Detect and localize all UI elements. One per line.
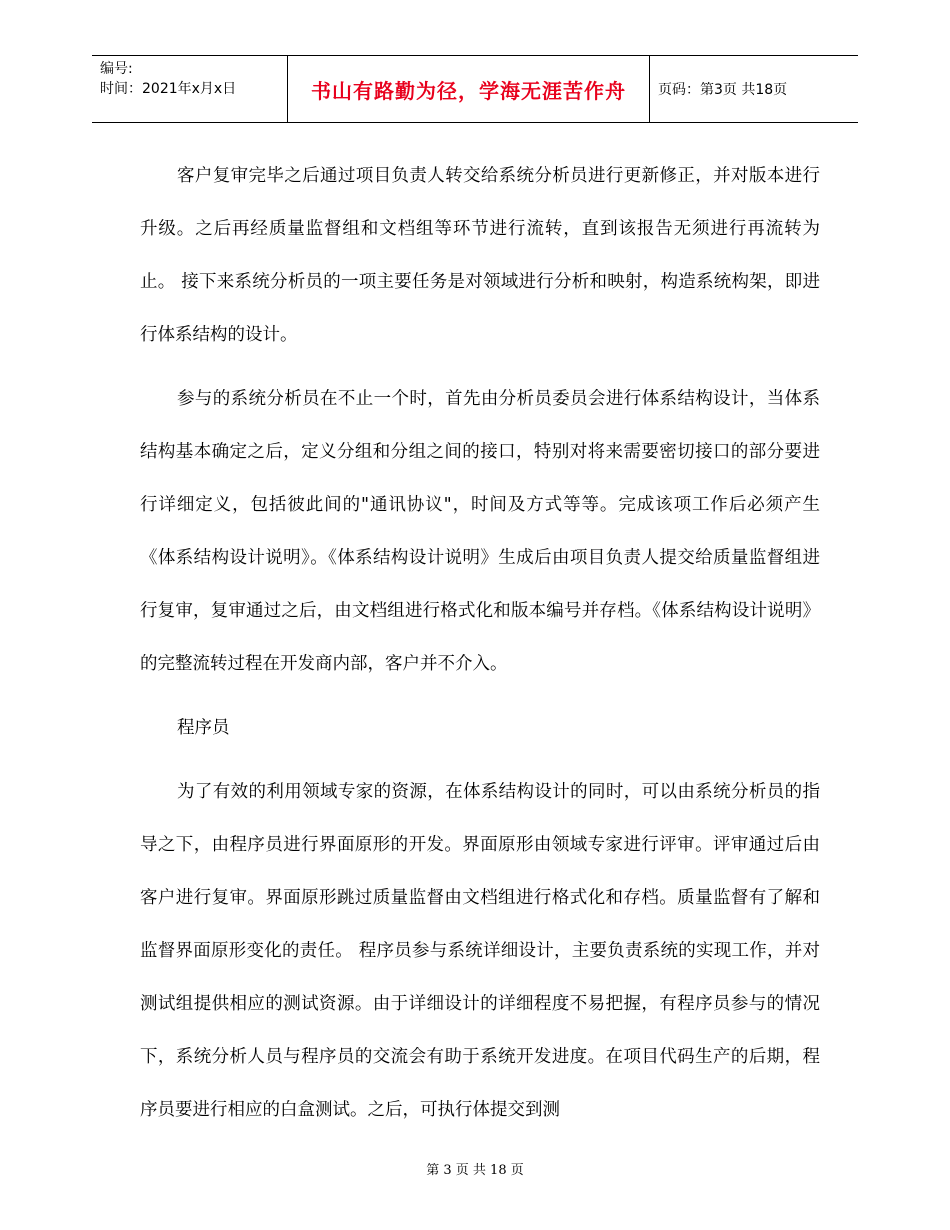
- document-body: [140, 150, 820, 1148]
- page-footer: 第 3 页 共 18 页: [426, 1163, 524, 1178]
- paragraph-review-process: 客户复审完毕之后通过项目负责人转交给系统分析员进行更新修正，并对版本进行升级。之后再经质量监督组和文档组等环节进行流转，直到该报告无须进行再流转为止。 接下来系统分析员的一项主要任务是对领域进行分析和映射，构造系统构架，即进行体系结构的设计。: [140, 166, 820, 345]
- section-heading-programmer: 程序员: [177, 718, 230, 738]
- header-page-info: 页码：第3页 共18页: [658, 82, 788, 98]
- paragraph-architecture-design: 参与的系统分析员在不止一个时，首先由分析员委员会进行体系结构设计，当体系结构基本确定之后，定义分组和分组之间的接口，特别对将来需要密切接口的部分要进行详细定义，包括彼此间的"通讯协议"，时间及方式等等。完成该项工作后必须产生《体系结构设计说明》。《体系结构设计说明》生成后由项目负责人提交给质量监督组进行复审，复审通过之后，由文档组进行格式化和版本编号并存档。《体系结构设计说明》的完整流转过程在开发商内部，客户并不介入。: [140, 389, 820, 674]
- number-label: 编号:: [100, 61, 133, 77]
- header-motto: 书山有路勤为径，学海无涯苦作舟: [287, 56, 650, 122]
- page-header: [92, 55, 858, 123]
- header-meta: [92, 56, 287, 122]
- paragraph-programmer-role: 为了有效的利用领域专家的资源，在体系结构设计的同时，可以由系统分析员的指导之下，由程序员进行界面原形的开发。界面原形由领域专家进行评审。评审通过后由客户进行复审。界面原形跳过质量监督由文档组进行格式化和存档。质量监督有了解和监督界面原形变化的责任。 程序员参与系统详细设计，主要负责系统的实现工作，并对测试组提供相应的测试资源。由于详细设计的详细程度不易把握，有程序员参与的情况下，系统分析人员与程序员的交流会有助于系统开发进度。在项目代码生产的后期，程序员要进行相应的白盒测试。之后，可执行体提交到测: [140, 782, 820, 1120]
- time-label: 时间：2021年x月x日: [100, 81, 237, 97]
